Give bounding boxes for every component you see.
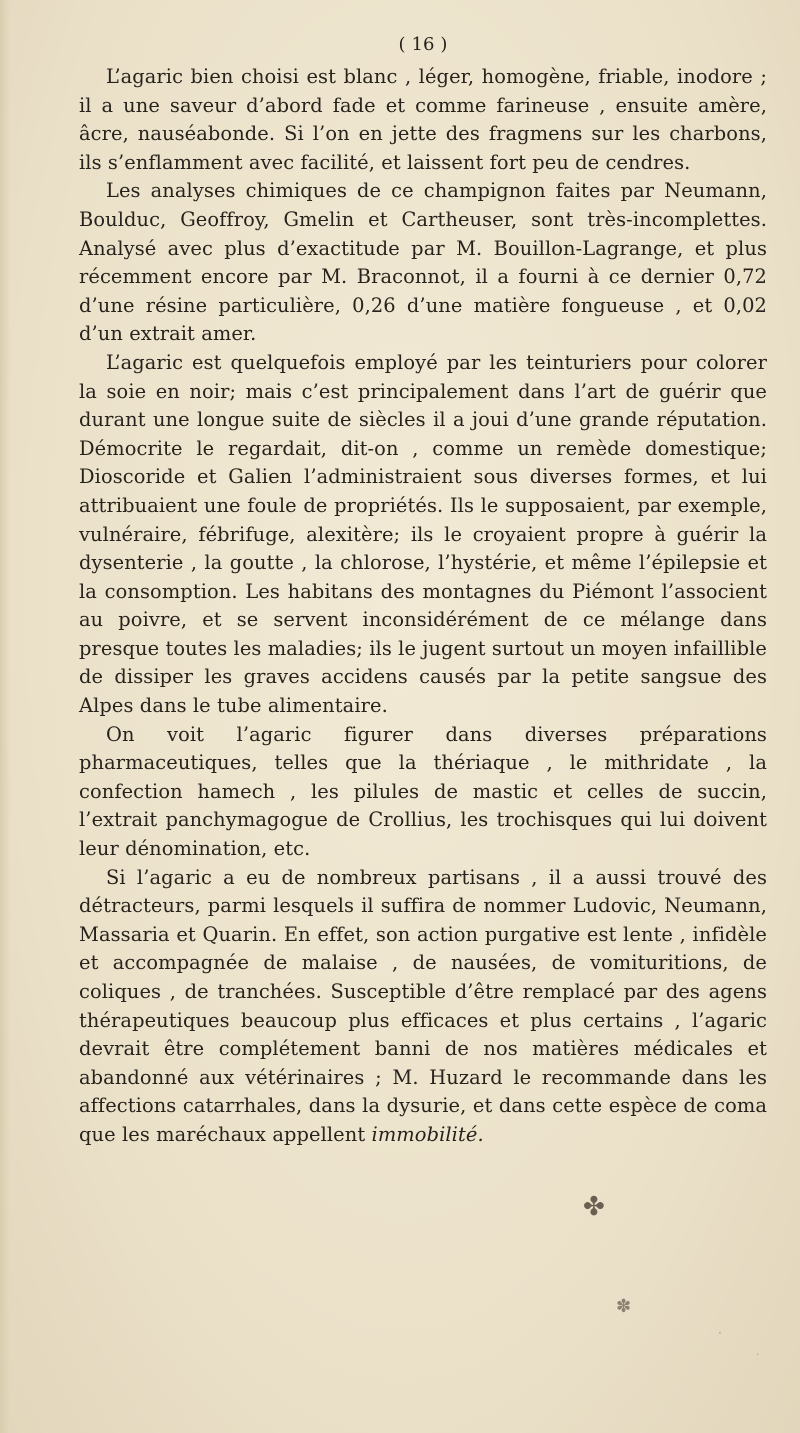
paragraph-2: Les analyses chimiques de ce champignon faites par Neumann, Boulduc, Geoffroy, Gmelin et Cartheuser, sont très-incomplettes. Analysé avec plus d’exactitude par M. Bouillon-Lagrange, et plus récemment encore par M. Braconnot, il a fourni à ce dernier 0,72 d’une résine particulière, 0,26 d’une matière fongueuse , et 0,02 d’un extrait amer. [79, 179, 767, 346]
paragraph-3: L’agaric est quelquefois employé par les teinturiers pour colorer la soie en noir; mais c’est principalement dans l’art de guérir que durant une longue suite de siècles il a joui d’une grande réputation. Démocrite le regardait, dit-on , comme un remède domestique; Dioscoride et Galien l’administraient sous diverses formes, et lui attribuaient une foule de propriétés. Ils le supposaient, par exemple, vulnéraire, fébrifuge, alexitère; ils le croyaient propre à guérir la dysenterie , la goutte , la chlorose, l’hystérie, et même l’épilepsie et la consomption. Les habitans des montagnes du Piémont l’associent au poivre, et se servent inconsidérément de ce mélange dans presque toutes les maladies; ils le jugent surtout un moyen infaillible de dissiper les graves accidens causés par la petite sangsue des Alpes dans le tube alimentaire. [79, 350, 767, 718]
page-number: ( 16 ) [398, 34, 448, 55]
ink-blot-ornament: ✤ [583, 1192, 605, 1222]
italic-term: immobilité. [371, 1122, 484, 1146]
paragraph-1: L’agaric bien choisi est blanc , léger, homogène, friable, inodore ; il a une saveur d’abord fade et comme farineuse , ensuite amère, âcre, nauséabonde. Si l’on en jette des fragmens sur les charbons, ils s’enflamment avec facilité, et laissent fort peu de cendres. [79, 65, 767, 174]
ink-dot: · [718, 1326, 722, 1340]
paragraph-5 [79, 864, 767, 1150]
paragraph-5-text: Si l’agaric a eu de nombreux partisans , il a aussi trouvé des détracteurs, parmi lesquels il suffira de nommer Ludovic, Neumann, Massaria et Quarin. En effet, son action purgative est lente , infidèle et accompagnée de malaise , de nausées, de vomituritions, de coliques , de tranchées. Susceptible d’être remplacé par des agens thérapeutiques beaucoup plus efficaces et plus certains , l’agaric devrait être complétement banni de nos matières médicales et abandonné aux vétérinaires ; M. Huzard le recommande dans les affections catarrhales, dans la dysurie, et dans cette espèce de coma que les maréchaux appellent [79, 865, 767, 1146]
page-edge-shadow [0, 0, 10, 1433]
paragraph-4: On voit l’agaric figurer dans diverses préparations pharmaceutiques, telles que la thériaque , le mithridate , la confection hamech , les pilules de mastic et celles de succin, l’extrait panchymagogue de Crollius, les trochisques qui lui doivent leur dénomination, etc. [79, 722, 767, 861]
page-text [79, 32, 767, 1150]
ink-dot: · [756, 1350, 760, 1361]
ink-speck: ✽ [616, 1296, 632, 1317]
